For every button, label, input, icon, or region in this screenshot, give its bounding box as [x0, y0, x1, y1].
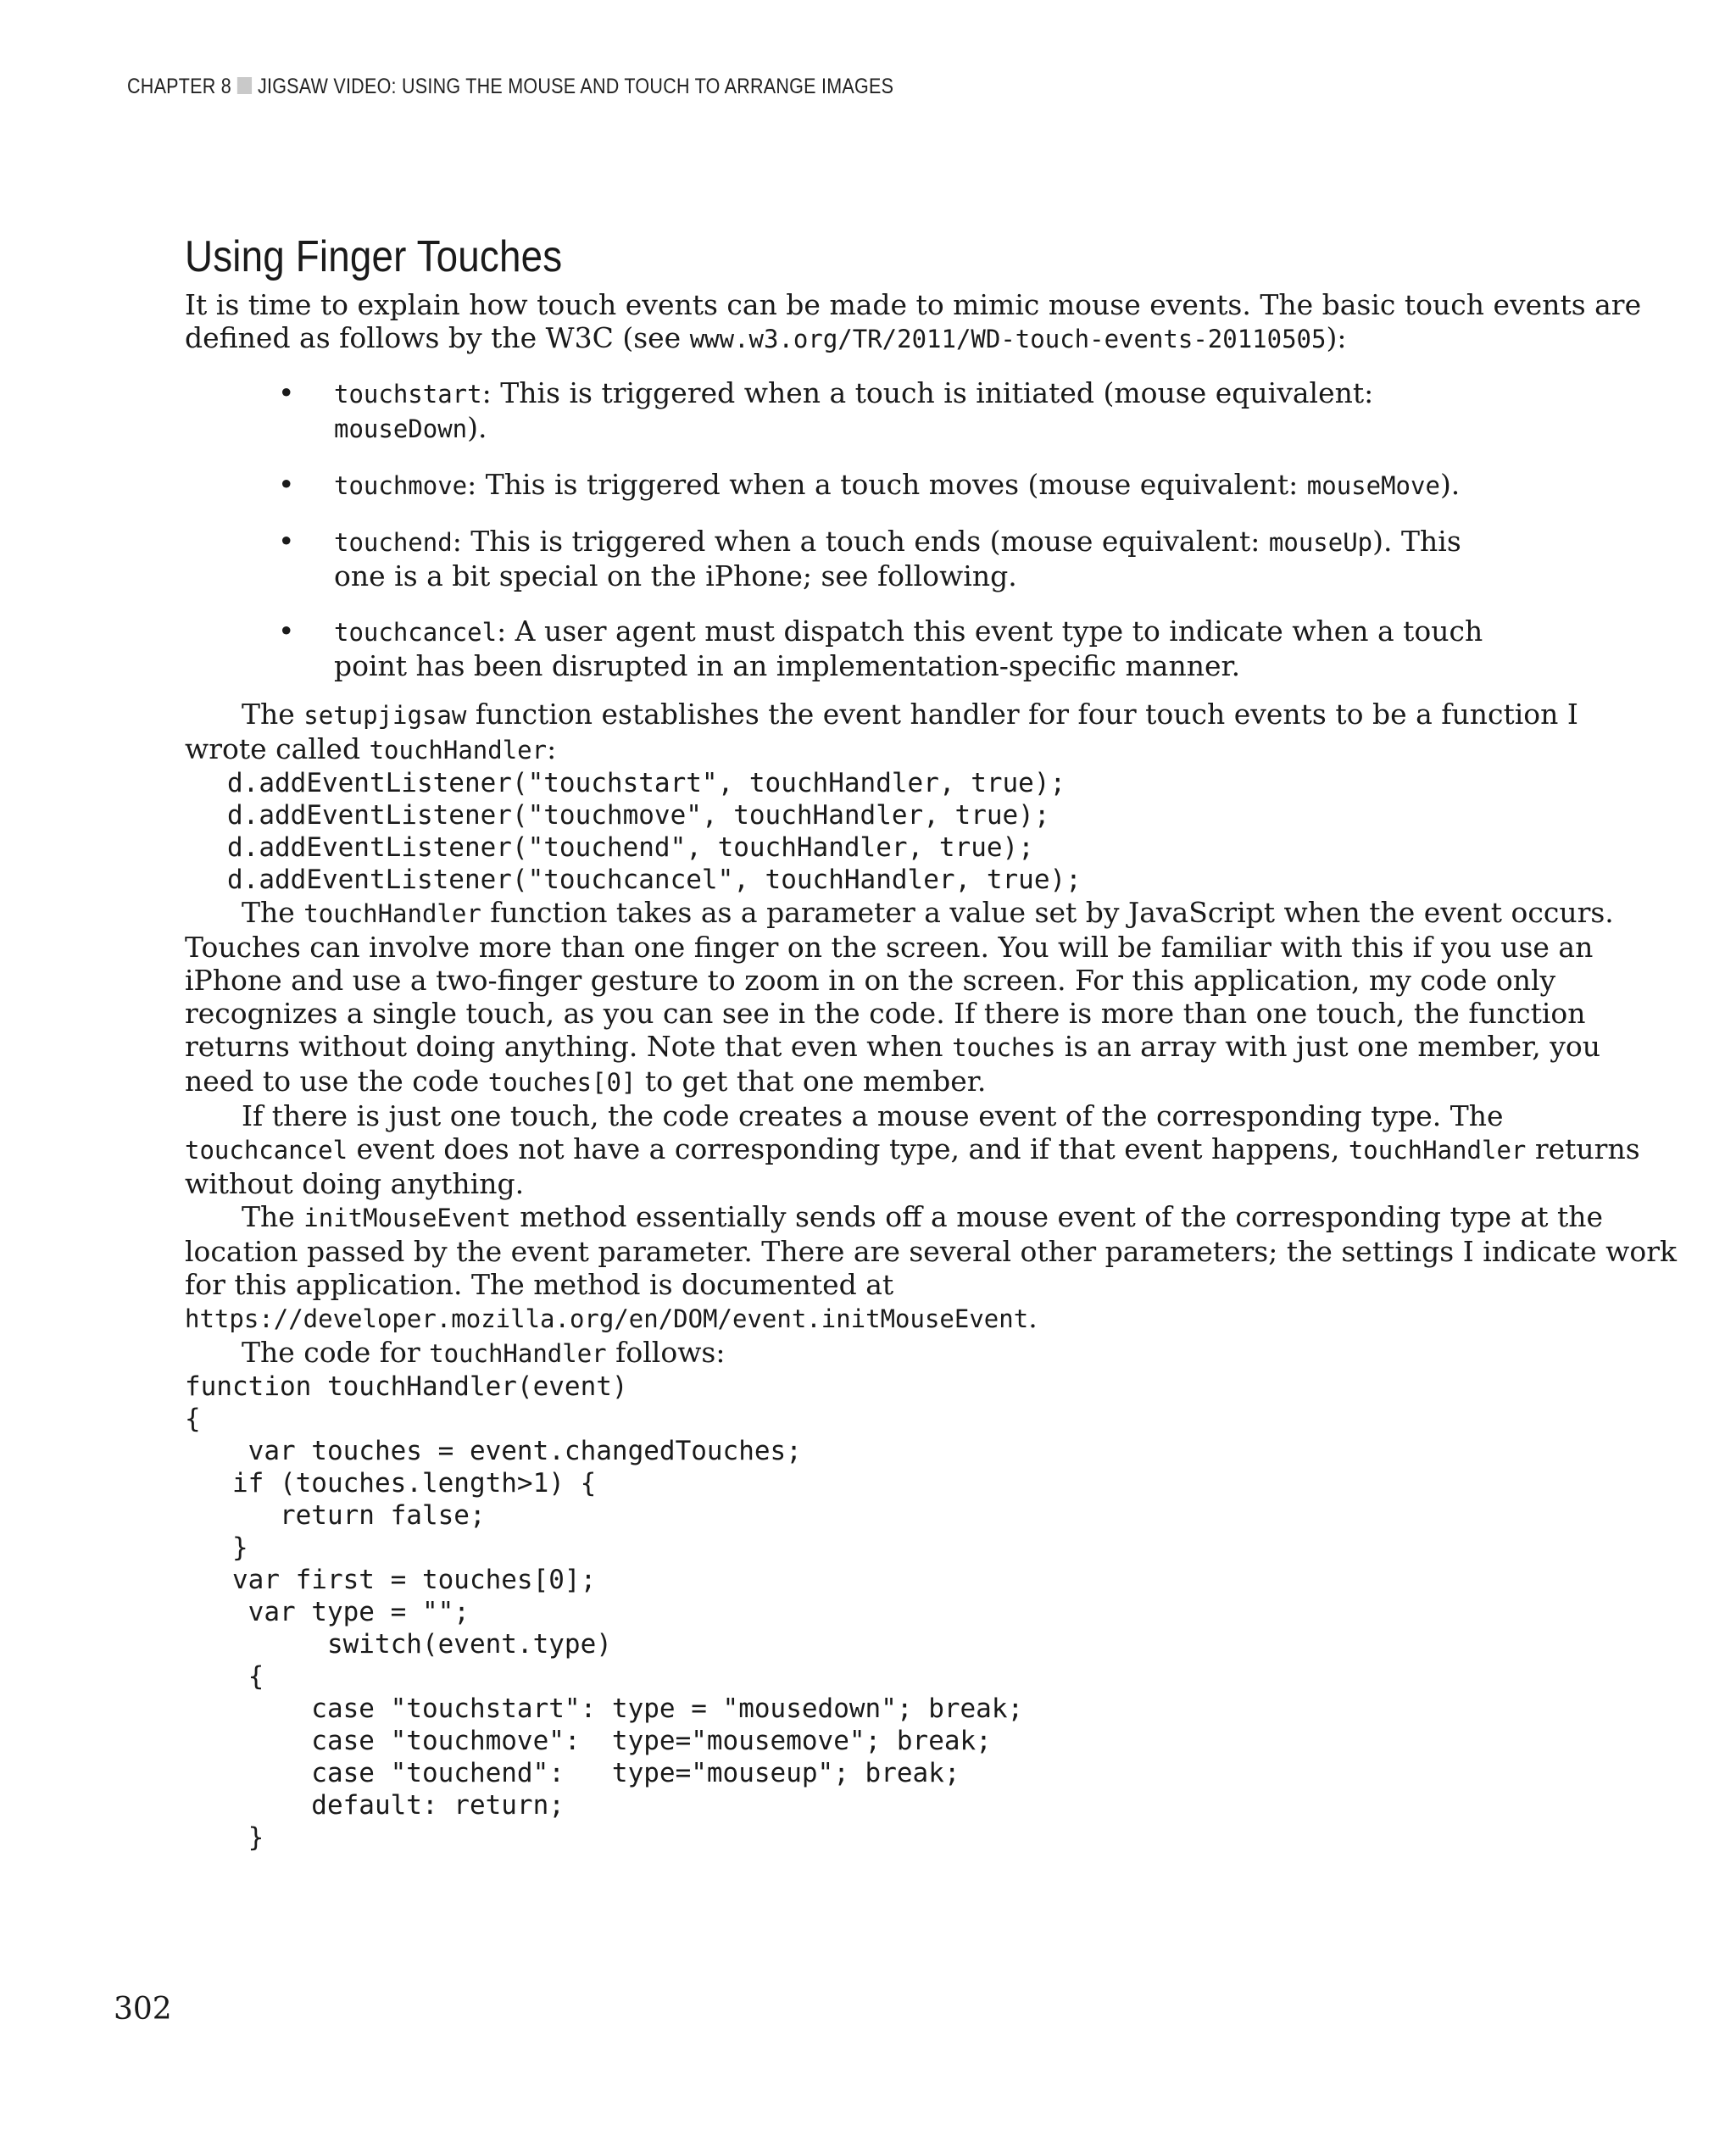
- mouse-equivalent: mouseDown: [334, 414, 468, 443]
- list-item-line: [334, 411, 1550, 446]
- paragraph-line: [185, 896, 1614, 931]
- mouse-equivalent: mouseMove: [1306, 471, 1440, 500]
- paragraph-line: [185, 1030, 1600, 1065]
- paragraph-line: iPhone and use a two-finger gesture to zoom in on the screen. For this application, my code only: [185, 964, 1556, 997]
- handler-paragraph: [185, 896, 1614, 1099]
- paragraph-line: [185, 1065, 1550, 1099]
- bullet-icon: •: [278, 376, 295, 409]
- paragraph-text: function establishes the event handler for four touch events to be a function I: [466, 698, 1578, 731]
- init-mouse-event-paragraph: [185, 1200, 1678, 1336]
- inline-code: initMouseEvent: [303, 1204, 511, 1232]
- paragraph-line: [185, 1200, 1604, 1235]
- page-body: [185, 227, 1678, 1854]
- list-item: [278, 376, 1550, 446]
- inline-code: touchcancel: [185, 1136, 348, 1165]
- inline-code: touches[0]: [487, 1068, 637, 1097]
- paragraph-text: to get that one member.: [636, 1065, 987, 1098]
- paragraph-text: function takes as a parameter a value set by JavaScript when the event occurs.: [481, 896, 1614, 929]
- separator-square-icon: [237, 77, 252, 94]
- code-intro-paragraph: [185, 1336, 1550, 1371]
- event-description: : This is triggered when a touch ends (mouse equivalent:: [452, 525, 1269, 558]
- setup-paragraph: [185, 698, 1578, 767]
- inline-code: touchHandler: [1348, 1136, 1527, 1165]
- paragraph-text: returns without doing anything. Note that even when: [185, 1030, 953, 1063]
- list-item-line: point has been disrupted in an implementation-specific manner.: [334, 649, 1241, 682]
- page-number: 302: [114, 1992, 172, 2027]
- event-description: ).: [467, 411, 487, 444]
- event-description: ). This: [1372, 525, 1461, 558]
- paragraph-text: The: [242, 698, 304, 731]
- paragraph-text: The: [242, 896, 304, 929]
- paragraph-line: [185, 732, 1550, 767]
- listener-code-block: d.addEventListener("touchstart", touchHandler, true); d.addEventListener("touchmove", touchHandler, true); d.addEventListener("touchend", touchHandler, true); d.addEventListener("touchcancel", touchHandler, true);: [227, 768, 1082, 895]
- paragraph-line: [185, 1132, 1640, 1167]
- list-item-line: one is a bit special on the iPhone; see following.: [334, 559, 1017, 592]
- paragraph-text: event does not have a corresponding type, and if that event happens,: [348, 1132, 1349, 1165]
- inline-code: touchHandler: [303, 899, 481, 928]
- w3c-url: www.w3.org/TR/2011/WD-touch-events-20110505: [689, 325, 1327, 353]
- paragraph-text: The: [242, 1200, 304, 1233]
- list-item-line: [334, 468, 1550, 503]
- event-description: : A user agent must dispatch this event type to indicate when a touch: [497, 614, 1483, 648]
- paragraph-text: returns: [1526, 1132, 1640, 1165]
- paragraph-text: is an array with just one member, you: [1055, 1030, 1600, 1063]
- bullet-icon: •: [278, 468, 295, 501]
- paragraph-text: :: [547, 732, 557, 765]
- paragraph-line: recognizes a single touch, as you can see in the code. If there is more than one touch, the function: [185, 997, 1586, 1030]
- event-term: touchstart: [334, 380, 482, 409]
- paragraph-text: wrote called: [185, 732, 370, 765]
- paragraph-line: without doing anything.: [185, 1167, 525, 1200]
- list-item-line: [334, 376, 1550, 411]
- chapter-label: CHAPTER 8: [127, 75, 231, 98]
- event-term: touchcancel: [334, 618, 498, 647]
- section-heading: Using Finger Touches: [185, 232, 563, 281]
- chapter-title: JIGSAW VIDEO: USING THE MOUSE AND TOUCH TO ARRANGE IMAGES: [257, 75, 894, 98]
- paragraph-line: for this application. The method is documented at: [185, 1268, 894, 1301]
- intro-line-1: It is time to explain how touch events can be made to mimic mouse events. The basic touch events are: [185, 288, 1642, 321]
- one-touch-paragraph: [185, 1099, 1640, 1200]
- mouse-equivalent: mouseUp: [1268, 528, 1373, 557]
- inline-code: touchHandler: [369, 736, 548, 765]
- intro-text-end: ):: [1326, 321, 1347, 354]
- paragraph-text: follows:: [606, 1336, 726, 1369]
- paragraph-line: [185, 1301, 1550, 1336]
- list-item-line: [334, 614, 1550, 649]
- intro-paragraph: [185, 288, 1642, 356]
- touch-handler-code-block: function touchHandler(event) { var touches = event.changedTouches; if (touches.length>1) { return false; } var first = touches[0]; var type = ""; switch(event.type) { case "touchstart": type = "mousedown"; break; case "touchmove": type="mousemove"; break; case "touchend": type="mouseup"; break; default: return; }: [185, 1371, 1024, 1853]
- inline-code: touches: [952, 1033, 1056, 1062]
- paragraph-line: Touches can involve more than one finger on the screen. You will be familiar with this if you use an: [185, 931, 1594, 964]
- intro-line-2: [185, 321, 1550, 356]
- bullet-icon: •: [278, 525, 295, 558]
- event-term: touchend: [334, 528, 453, 557]
- event-description: ).: [1439, 468, 1461, 501]
- event-description: : This is triggered when a touch moves (mouse equivalent:: [467, 468, 1307, 501]
- touch-events-list: [185, 376, 1550, 682]
- paragraph-line: location passed by the event parameter. There are several other parameters; the settings I indicate work: [185, 1235, 1678, 1268]
- paragraph-text: need to use the code: [185, 1065, 488, 1098]
- list-item: [278, 525, 1550, 592]
- event-description: : This is triggered when a touch is initiated (mouse equivalent:: [481, 376, 1374, 409]
- paragraph-line: [185, 698, 1578, 732]
- inline-code: touchHandler: [429, 1339, 607, 1368]
- intro-text: defined as follows by the W3C (see: [185, 321, 690, 354]
- paragraph-text: .: [1028, 1301, 1038, 1334]
- list-item-line: [334, 525, 1550, 559]
- paragraph-line: If there is just one touch, the code creates a mouse event of the corresponding type. The: [242, 1099, 1504, 1132]
- event-term: touchmove: [334, 471, 468, 500]
- paragraph-text: The code for: [242, 1336, 430, 1369]
- documentation-url: https://developer.mozilla.org/en/DOM/event.initMouseEvent: [185, 1304, 1029, 1333]
- running-head: [127, 75, 893, 99]
- list-item: [278, 468, 1550, 503]
- bullet-icon: •: [278, 614, 295, 648]
- list-item: [278, 614, 1550, 682]
- paragraph-text: method essentially sends off a mouse event of the corresponding type at the: [510, 1200, 1604, 1233]
- inline-code: setupjigsaw: [303, 701, 467, 730]
- paragraph-line: [185, 1336, 1550, 1371]
